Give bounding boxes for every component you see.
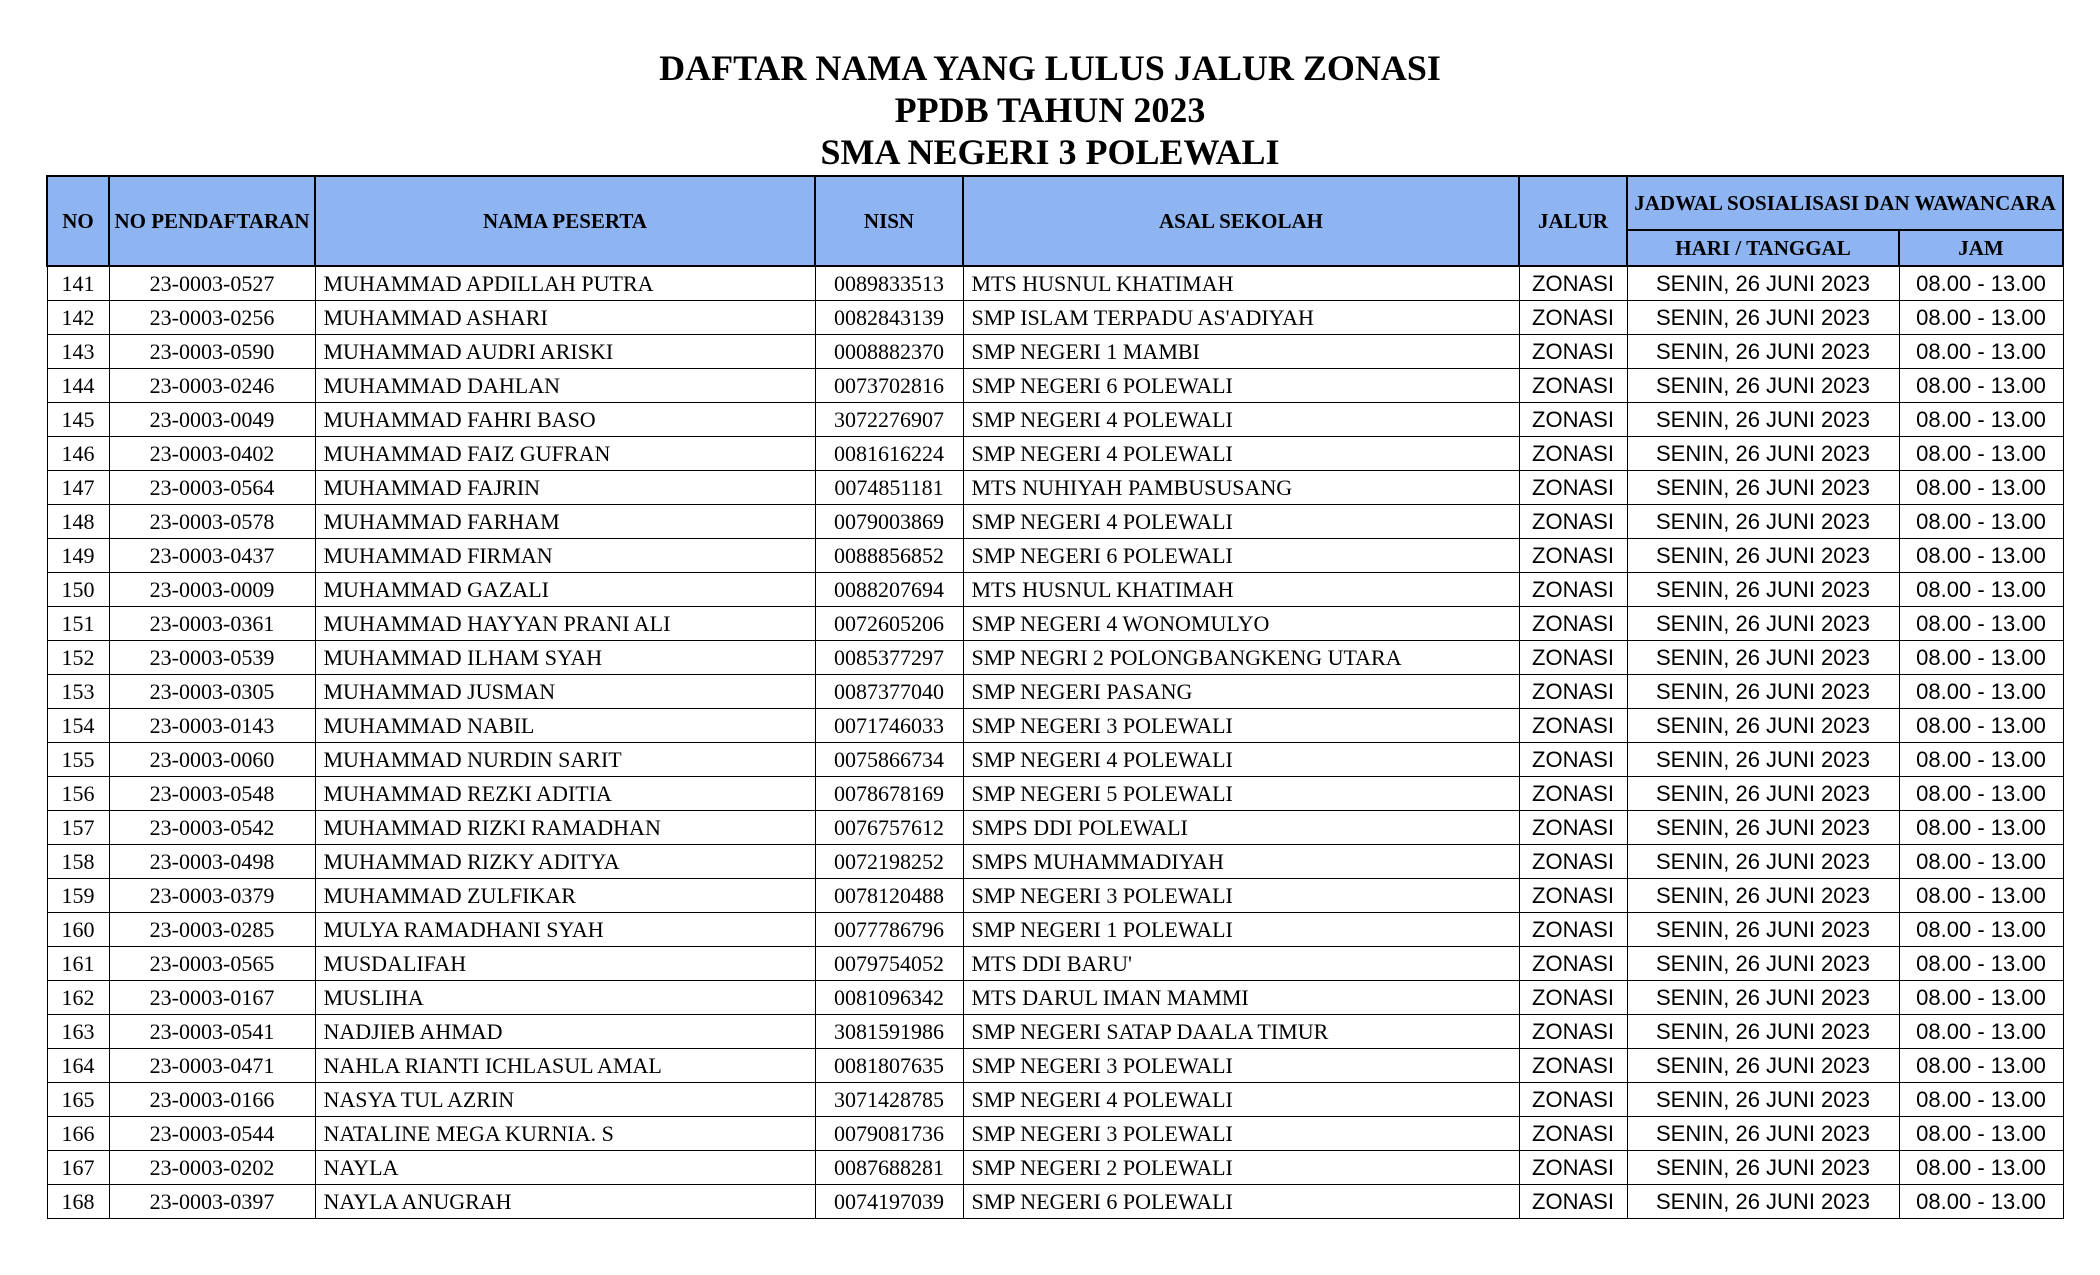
table-row (47, 505, 2063, 539)
cell-no-pendaftaran: 23-0003-0379 (109, 879, 315, 913)
cell-jalur: ZONASI (1519, 301, 1627, 335)
cell-asal-sekolah: MTS HUSNUL KHATIMAH (963, 266, 1519, 301)
document-subtitle-year: PPDB TAHUN 2023 (894, 90, 1206, 130)
cell-hari-tanggal: SENIN, 26 JUNI 2023 (1627, 845, 1899, 879)
cell-no: 142 (47, 301, 109, 335)
cell-jalur: ZONASI (1519, 573, 1627, 607)
cell-asal-sekolah: MTS DDI BARU' (963, 947, 1519, 981)
cell-nama-peserta: MUHAMMAD FAJRIN (315, 471, 815, 505)
cell-no: 147 (47, 471, 109, 505)
cell-hari-tanggal: SENIN, 26 JUNI 2023 (1627, 1049, 1899, 1083)
cell-nisn: 0071746033 (815, 709, 963, 743)
cell-no: 155 (47, 743, 109, 777)
cell-asal-sekolah: SMP NEGERI 4 POLEWALI (963, 403, 1519, 437)
cell-nama-peserta: MUHAMMAD ASHARI (315, 301, 815, 335)
cell-hari-tanggal: SENIN, 26 JUNI 2023 (1627, 811, 1899, 845)
cell-asal-sekolah: SMP NEGERI 6 POLEWALI (963, 539, 1519, 573)
cell-jam: 08.00 - 13.00 (1899, 369, 2063, 403)
cell-jam: 08.00 - 13.00 (1899, 845, 2063, 879)
cell-jalur: ZONASI (1519, 743, 1627, 777)
cell-nama-peserta: MUHAMMAD RIZKY ADITYA (315, 845, 815, 879)
cell-no-pendaftaran: 23-0003-0049 (109, 403, 315, 437)
table-row (47, 811, 2063, 845)
cell-nama-peserta: MUHAMMAD FAHRI BASO (315, 403, 815, 437)
cell-jam: 08.00 - 13.00 (1899, 471, 2063, 505)
cell-no: 152 (47, 641, 109, 675)
cell-nama-peserta: MUHAMMAD JUSMAN (315, 675, 815, 709)
cell-no: 145 (47, 403, 109, 437)
cell-jalur: ZONASI (1519, 879, 1627, 913)
cell-no-pendaftaran: 23-0003-0402 (109, 437, 315, 471)
cell-no: 150 (47, 573, 109, 607)
cell-nisn: 0079081736 (815, 1117, 963, 1151)
cell-nisn: 3081591986 (815, 1015, 963, 1049)
cell-asal-sekolah: SMP NEGERI 5 POLEWALI (963, 777, 1519, 811)
cell-asal-sekolah: SMP NEGERI 4 POLEWALI (963, 437, 1519, 471)
cell-nama-peserta: MULYA RAMADHANI SYAH (315, 913, 815, 947)
cell-no: 160 (47, 913, 109, 947)
header-no-pendaftaran: NO PENDAFTARAN (109, 176, 315, 266)
cell-asal-sekolah: MTS NUHIYAH PAMBUSUSANG (963, 471, 1519, 505)
cell-no-pendaftaran: 23-0003-0009 (109, 573, 315, 607)
cell-hari-tanggal: SENIN, 26 JUNI 2023 (1627, 539, 1899, 573)
cell-hari-tanggal: SENIN, 26 JUNI 2023 (1627, 335, 1899, 369)
cell-asal-sekolah: SMPS DDI POLEWALI (963, 811, 1519, 845)
cell-jalur: ZONASI (1519, 335, 1627, 369)
cell-jam: 08.00 - 13.00 (1899, 403, 2063, 437)
cell-jam: 08.00 - 13.00 (1899, 437, 2063, 471)
cell-nama-peserta: MUHAMMAD FAIZ GUFRAN (315, 437, 815, 471)
cell-nama-peserta: MUHAMMAD ZULFIKAR (315, 879, 815, 913)
table-row (47, 539, 2063, 573)
cell-asal-sekolah: SMP NEGERI 2 POLEWALI (963, 1151, 1519, 1185)
cell-no-pendaftaran: 23-0003-0590 (109, 335, 315, 369)
cell-jam: 08.00 - 13.00 (1899, 641, 2063, 675)
cell-jam: 08.00 - 13.00 (1899, 913, 2063, 947)
cell-nisn: 0079754052 (815, 947, 963, 981)
cell-no: 153 (47, 675, 109, 709)
cell-hari-tanggal: SENIN, 26 JUNI 2023 (1627, 743, 1899, 777)
cell-nisn: 0082843139 (815, 301, 963, 335)
cell-no-pendaftaran: 23-0003-0202 (109, 1151, 315, 1185)
cell-jam: 08.00 - 13.00 (1899, 879, 2063, 913)
cell-asal-sekolah: SMP NEGERI 4 POLEWALI (963, 505, 1519, 539)
cell-jalur: ZONASI (1519, 1185, 1627, 1219)
document-title: DAFTAR NAMA YANG LULUS JALUR ZONASI (659, 48, 1441, 88)
cell-no-pendaftaran: 23-0003-0246 (109, 369, 315, 403)
cell-asal-sekolah: SMP NEGERI SATAP DAALA TIMUR (963, 1015, 1519, 1049)
cell-nisn: 0088207694 (815, 573, 963, 607)
cell-asal-sekolah: SMP NEGERI 3 POLEWALI (963, 709, 1519, 743)
header-jadwal: JADWAL SOSIALISASI DAN WAWANCARA (1627, 176, 2063, 230)
cell-hari-tanggal: SENIN, 26 JUNI 2023 (1627, 1151, 1899, 1185)
cell-nama-peserta: MUHAMMAD ILHAM SYAH (315, 641, 815, 675)
cell-no: 168 (47, 1185, 109, 1219)
cell-jalur: ZONASI (1519, 505, 1627, 539)
cell-jam: 08.00 - 13.00 (1899, 1015, 2063, 1049)
cell-nisn: 0089833513 (815, 266, 963, 301)
cell-no-pendaftaran: 23-0003-0548 (109, 777, 315, 811)
cell-nisn: 0081616224 (815, 437, 963, 471)
cell-no-pendaftaran: 23-0003-0471 (109, 1049, 315, 1083)
table-row (47, 403, 2063, 437)
cell-nama-peserta: MUHAMMAD GAZALI (315, 573, 815, 607)
header-jalur: JALUR (1519, 176, 1627, 266)
cell-no-pendaftaran: 23-0003-0143 (109, 709, 315, 743)
cell-hari-tanggal: SENIN, 26 JUNI 2023 (1627, 471, 1899, 505)
table-row (47, 607, 2063, 641)
table-row (47, 913, 2063, 947)
cell-asal-sekolah: SMP NEGERI 1 MAMBI (963, 335, 1519, 369)
cell-asal-sekolah: SMP NEGERI 4 POLEWALI (963, 743, 1519, 777)
cell-no-pendaftaran: 23-0003-0542 (109, 811, 315, 845)
cell-hari-tanggal: SENIN, 26 JUNI 2023 (1627, 1117, 1899, 1151)
cell-nisn: 0081807635 (815, 1049, 963, 1083)
cell-hari-tanggal: SENIN, 26 JUNI 2023 (1627, 879, 1899, 913)
cell-no: 157 (47, 811, 109, 845)
table-row (47, 879, 2063, 913)
cell-hari-tanggal: SENIN, 26 JUNI 2023 (1627, 1015, 1899, 1049)
cell-jalur: ZONASI (1519, 437, 1627, 471)
cell-no-pendaftaran: 23-0003-0578 (109, 505, 315, 539)
cell-hari-tanggal: SENIN, 26 JUNI 2023 (1627, 947, 1899, 981)
cell-no: 151 (47, 607, 109, 641)
cell-nama-peserta: NASYA TUL AZRIN (315, 1083, 815, 1117)
cell-jam: 08.00 - 13.00 (1899, 335, 2063, 369)
cell-jam: 08.00 - 13.00 (1899, 1083, 2063, 1117)
cell-jam: 08.00 - 13.00 (1899, 266, 2063, 301)
table-row (47, 335, 2063, 369)
cell-hari-tanggal: SENIN, 26 JUNI 2023 (1627, 505, 1899, 539)
cell-no: 156 (47, 777, 109, 811)
cell-nama-peserta: MUHAMMAD DAHLAN (315, 369, 815, 403)
cell-nama-peserta: MUHAMMAD NABIL (315, 709, 815, 743)
table-row (47, 1151, 2063, 1185)
table-row (47, 845, 2063, 879)
cell-nisn: 0081096342 (815, 981, 963, 1015)
cell-nama-peserta: NAHLA RIANTI ICHLASUL AMAL (315, 1049, 815, 1083)
cell-jalur: ZONASI (1519, 709, 1627, 743)
header-asal-sekolah: ASAL SEKOLAH (963, 176, 1519, 266)
cell-nisn: 3072276907 (815, 403, 963, 437)
cell-jalur: ZONASI (1519, 641, 1627, 675)
cell-asal-sekolah: SMP ISLAM TERPADU AS'ADIYAH (963, 301, 1519, 335)
cell-no: 165 (47, 1083, 109, 1117)
cell-asal-sekolah: MTS HUSNUL KHATIMAH (963, 573, 1519, 607)
cell-jam: 08.00 - 13.00 (1899, 811, 2063, 845)
header-hari-tanggal: HARI / TANGGAL (1627, 230, 1899, 266)
cell-jalur: ZONASI (1519, 1049, 1627, 1083)
header-nisn: NISN (815, 176, 963, 266)
cell-nisn: 0074197039 (815, 1185, 963, 1219)
cell-hari-tanggal: SENIN, 26 JUNI 2023 (1627, 913, 1899, 947)
cell-nama-peserta: MUHAMMAD FIRMAN (315, 539, 815, 573)
cell-nama-peserta: MUHAMMAD NURDIN SARIT (315, 743, 815, 777)
cell-no-pendaftaran: 23-0003-0397 (109, 1185, 315, 1219)
cell-nama-peserta: MUHAMMAD APDILLAH PUTRA (315, 266, 815, 301)
cell-nisn: 0085377297 (815, 641, 963, 675)
cell-nama-peserta: NATALINE MEGA KURNIA. S (315, 1117, 815, 1151)
cell-jam: 08.00 - 13.00 (1899, 1117, 2063, 1151)
cell-no: 149 (47, 539, 109, 573)
cell-jalur: ZONASI (1519, 947, 1627, 981)
cell-jalur: ZONASI (1519, 1151, 1627, 1185)
cell-jam: 08.00 - 13.00 (1899, 1049, 2063, 1083)
cell-no-pendaftaran: 23-0003-0564 (109, 471, 315, 505)
cell-hari-tanggal: SENIN, 26 JUNI 2023 (1627, 1083, 1899, 1117)
header-nama-peserta: NAMA PESERTA (315, 176, 815, 266)
cell-asal-sekolah: SMPS MUHAMMADIYAH (963, 845, 1519, 879)
cell-nisn: 0079003869 (815, 505, 963, 539)
cell-no-pendaftaran: 23-0003-0256 (109, 301, 315, 335)
cell-jalur: ZONASI (1519, 403, 1627, 437)
cell-jalur: ZONASI (1519, 1015, 1627, 1049)
cell-jalur: ZONASI (1519, 777, 1627, 811)
cell-hari-tanggal: SENIN, 26 JUNI 2023 (1627, 709, 1899, 743)
cell-no: 154 (47, 709, 109, 743)
cell-jalur: ZONASI (1519, 607, 1627, 641)
table-row (47, 573, 2063, 607)
cell-no: 159 (47, 879, 109, 913)
cell-hari-tanggal: SENIN, 26 JUNI 2023 (1627, 607, 1899, 641)
cell-hari-tanggal: SENIN, 26 JUNI 2023 (1627, 573, 1899, 607)
cell-jalur: ZONASI (1519, 539, 1627, 573)
cell-no: 166 (47, 1117, 109, 1151)
cell-nama-peserta: MUSDALIFAH (315, 947, 815, 981)
cell-jam: 08.00 - 13.00 (1899, 777, 2063, 811)
cell-jam: 08.00 - 13.00 (1899, 539, 2063, 573)
cell-hari-tanggal: SENIN, 26 JUNI 2023 (1627, 301, 1899, 335)
cell-jam: 08.00 - 13.00 (1899, 505, 2063, 539)
cell-jam: 08.00 - 13.00 (1899, 981, 2063, 1015)
cell-hari-tanggal: SENIN, 26 JUNI 2023 (1627, 1185, 1899, 1219)
cell-nisn: 0072198252 (815, 845, 963, 879)
cell-asal-sekolah: MTS DARUL IMAN MAMMI (963, 981, 1519, 1015)
table-row (47, 675, 2063, 709)
cell-jalur: ZONASI (1519, 811, 1627, 845)
cell-nisn: 0078678169 (815, 777, 963, 811)
cell-nama-peserta: NAYLA ANUGRAH (315, 1185, 815, 1219)
cell-no: 141 (47, 266, 109, 301)
cell-nisn: 0087377040 (815, 675, 963, 709)
cell-jalur: ZONASI (1519, 913, 1627, 947)
cell-nisn: 0008882370 (815, 335, 963, 369)
cell-no-pendaftaran: 23-0003-0437 (109, 539, 315, 573)
cell-nama-peserta: NADJIEB AHMAD (315, 1015, 815, 1049)
cell-jam: 08.00 - 13.00 (1899, 947, 2063, 981)
cell-nisn: 0073702816 (815, 369, 963, 403)
cell-no-pendaftaran: 23-0003-0498 (109, 845, 315, 879)
table-row (47, 1083, 2063, 1117)
cell-jalur: ZONASI (1519, 675, 1627, 709)
cell-nama-peserta: MUHAMMAD FARHAM (315, 505, 815, 539)
cell-jam: 08.00 - 13.00 (1899, 743, 2063, 777)
cell-no: 167 (47, 1151, 109, 1185)
table-row (47, 709, 2063, 743)
cell-nama-peserta: NAYLA (315, 1151, 815, 1185)
cell-hari-tanggal: SENIN, 26 JUNI 2023 (1627, 369, 1899, 403)
cell-no-pendaftaran: 23-0003-0285 (109, 913, 315, 947)
cell-jam: 08.00 - 13.00 (1899, 573, 2063, 607)
cell-jam: 08.00 - 13.00 (1899, 1151, 2063, 1185)
table-row (47, 743, 2063, 777)
cell-jalur: ZONASI (1519, 845, 1627, 879)
cell-asal-sekolah: SMP NEGERI 4 POLEWALI (963, 1083, 1519, 1117)
cell-nama-peserta: MUHAMMAD AUDRI ARISKI (315, 335, 815, 369)
table-row (47, 437, 2063, 471)
cell-nisn: 0076757612 (815, 811, 963, 845)
results-table (46, 175, 2064, 1219)
table-body (47, 266, 2063, 1219)
cell-jalur: ZONASI (1519, 471, 1627, 505)
cell-jam: 08.00 - 13.00 (1899, 301, 2063, 335)
cell-jalur: ZONASI (1519, 266, 1627, 301)
cell-no-pendaftaran: 23-0003-0565 (109, 947, 315, 981)
table-row (47, 1185, 2063, 1219)
table-row (47, 641, 2063, 675)
cell-no: 162 (47, 981, 109, 1015)
cell-no: 164 (47, 1049, 109, 1083)
cell-nisn: 0074851181 (815, 471, 963, 505)
cell-nisn: 3071428785 (815, 1083, 963, 1117)
table-row (47, 947, 2063, 981)
cell-no-pendaftaran: 23-0003-0305 (109, 675, 315, 709)
cell-asal-sekolah: SMP NEGERI 3 POLEWALI (963, 1049, 1519, 1083)
table-row (47, 981, 2063, 1015)
cell-no: 148 (47, 505, 109, 539)
table-row (47, 301, 2063, 335)
cell-jalur: ZONASI (1519, 1083, 1627, 1117)
cell-asal-sekolah: SMP NEGERI 6 POLEWALI (963, 369, 1519, 403)
cell-no: 143 (47, 335, 109, 369)
cell-asal-sekolah: SMP NEGRI 2 POLONGBANGKENG UTARA (963, 641, 1519, 675)
cell-asal-sekolah: SMP NEGERI 3 POLEWALI (963, 1117, 1519, 1151)
cell-no: 146 (47, 437, 109, 471)
cell-hari-tanggal: SENIN, 26 JUNI 2023 (1627, 981, 1899, 1015)
cell-hari-tanggal: SENIN, 26 JUNI 2023 (1627, 266, 1899, 301)
cell-hari-tanggal: SENIN, 26 JUNI 2023 (1627, 675, 1899, 709)
cell-no: 158 (47, 845, 109, 879)
cell-no-pendaftaran: 23-0003-0166 (109, 1083, 315, 1117)
header-jam: JAM (1899, 230, 2063, 266)
cell-nisn: 0072605206 (815, 607, 963, 641)
table-row (47, 1015, 2063, 1049)
cell-no-pendaftaran: 23-0003-0361 (109, 607, 315, 641)
cell-nisn: 0088856852 (815, 539, 963, 573)
cell-no-pendaftaran: 23-0003-0060 (109, 743, 315, 777)
cell-nisn: 0087688281 (815, 1151, 963, 1185)
cell-nama-peserta: MUSLIHA (315, 981, 815, 1015)
table-row (47, 471, 2063, 505)
cell-nama-peserta: MUHAMMAD REZKI ADITIA (315, 777, 815, 811)
cell-hari-tanggal: SENIN, 26 JUNI 2023 (1627, 403, 1899, 437)
table-row (47, 266, 2063, 301)
cell-no-pendaftaran: 23-0003-0539 (109, 641, 315, 675)
cell-nama-peserta: MUHAMMAD HAYYAN PRANI ALI (315, 607, 815, 641)
cell-jalur: ZONASI (1519, 369, 1627, 403)
cell-asal-sekolah: SMP NEGERI 3 POLEWALI (963, 879, 1519, 913)
cell-asal-sekolah: SMP NEGERI 6 POLEWALI (963, 1185, 1519, 1219)
cell-hari-tanggal: SENIN, 26 JUNI 2023 (1627, 777, 1899, 811)
table-row (47, 777, 2063, 811)
cell-asal-sekolah: SMP NEGERI 4 WONOMULYO (963, 607, 1519, 641)
cell-no-pendaftaran: 23-0003-0544 (109, 1117, 315, 1151)
cell-jam: 08.00 - 13.00 (1899, 709, 2063, 743)
cell-hari-tanggal: SENIN, 26 JUNI 2023 (1627, 437, 1899, 471)
cell-jam: 08.00 - 13.00 (1899, 675, 2063, 709)
cell-nisn: 0075866734 (815, 743, 963, 777)
cell-no: 163 (47, 1015, 109, 1049)
cell-hari-tanggal: SENIN, 26 JUNI 2023 (1627, 641, 1899, 675)
cell-jam: 08.00 - 13.00 (1899, 607, 2063, 641)
cell-asal-sekolah: SMP NEGERI 1 POLEWALI (963, 913, 1519, 947)
cell-no: 144 (47, 369, 109, 403)
cell-no-pendaftaran: 23-0003-0167 (109, 981, 315, 1015)
cell-nisn: 0078120488 (815, 879, 963, 913)
table-row (47, 1049, 2063, 1083)
cell-jalur: ZONASI (1519, 1117, 1627, 1151)
table-row (47, 369, 2063, 403)
cell-nama-peserta: MUHAMMAD RIZKI RAMADHAN (315, 811, 815, 845)
table-row (47, 1117, 2063, 1151)
cell-no-pendaftaran: 23-0003-0527 (109, 266, 315, 301)
cell-jam: 08.00 - 13.00 (1899, 1185, 2063, 1219)
cell-no: 161 (47, 947, 109, 981)
cell-nisn: 0077786796 (815, 913, 963, 947)
cell-no-pendaftaran: 23-0003-0541 (109, 1015, 315, 1049)
header-no: NO (47, 176, 109, 266)
document-subtitle-school: SMA NEGERI 3 POLEWALI (820, 132, 1280, 172)
cell-asal-sekolah: SMP NEGERI PASANG (963, 675, 1519, 709)
cell-jalur: ZONASI (1519, 981, 1627, 1015)
